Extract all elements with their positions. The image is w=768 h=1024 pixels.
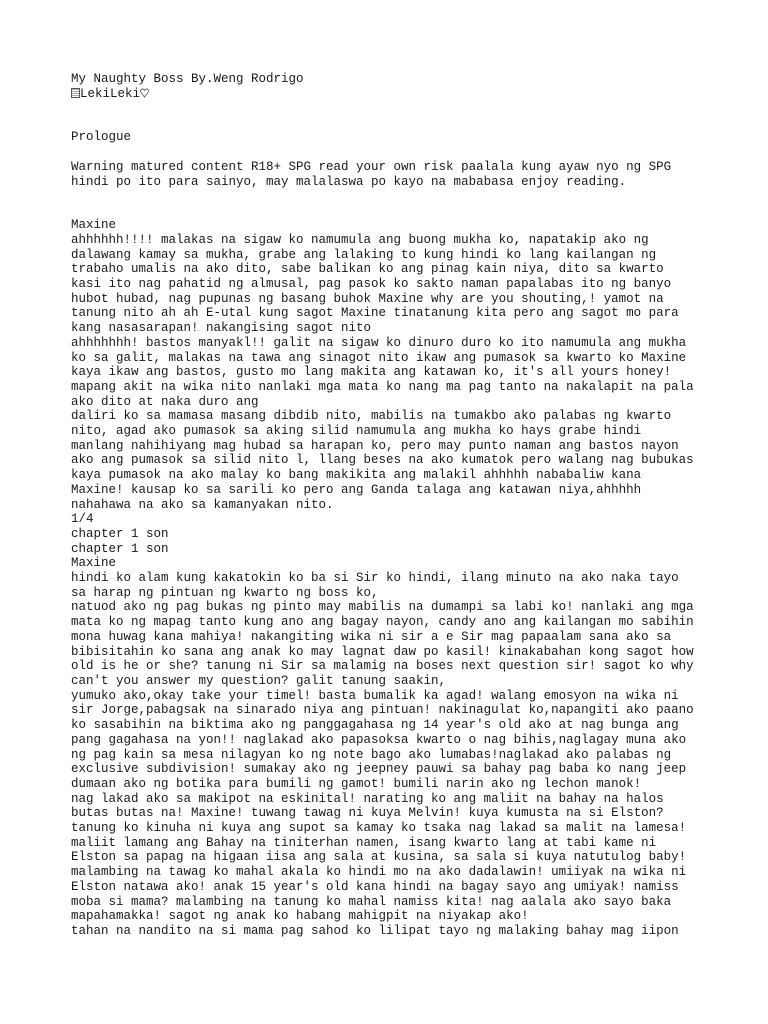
body-line: Elston natawa ako! anak 15 year's old kana hindi na bagay sayo ang umiyak! namiss <box>71 879 679 894</box>
body-line: sir Jorge,pabagsak na sinarado niya ang pintuan! nakinagulat ko,napangiti ako paano <box>71 703 694 718</box>
document-title: My Naughty Boss By.Weng Rodrigo <box>71 72 304 86</box>
body-line: mona huwag kana mahiya! nakangiting wika ni sir a e Sir mag papaalam sana ako sa <box>71 629 672 644</box>
body-line: old is he or she? tanung ni Sir sa malamig na boses next question sir! sagot ko why <box>71 659 694 674</box>
body-line: chapter 1 son <box>71 526 169 541</box>
body-line: ahhhhhhh! bastos manyakl!! galit na sigaw ko dinuro duro ko ito namumula ang mukha <box>71 335 687 350</box>
body-line: kang nasasarapan! nakangising sagot nito <box>71 321 372 336</box>
body-line: ko sasabihin na biktima ako ng panggagahasa ng 14 year's old ako at nag bunga ang <box>71 718 679 733</box>
spacer <box>71 145 761 160</box>
body-line: can't you answer my question? galit tanung saakin, <box>71 674 447 688</box>
author-line <box>71 87 761 102</box>
author-handle: LekiLeki <box>80 86 141 101</box>
body-line: moba si mama? malambing na tanung ko mahal namiss kita! nag aalala ako sayo baka <box>71 894 672 909</box>
body-line: kaya ikaw ang bastos, gusto mo lang makita ang katawan ko, it's all yours honey! <box>71 365 672 380</box>
body-line: dalawang kamay sa mukha, grabe ang lalaking to kung hindi ko lang kailangan ng <box>71 247 657 262</box>
body-line: yumuko ako,okay take your timel! basta bumalik ka agad! walang emosyon na wika ni <box>71 688 679 703</box>
body-line: tanung ko kinuha ni kuya ang supot sa kamay ko tsaka nag lakad sa malit na lamesa! <box>71 821 687 836</box>
body-line: hindi ko alam kung kakatokin ko ba si Sir ko hindi, ilang minuto na ako naka tayo <box>71 571 679 586</box>
body-line: chapter 1 son <box>71 541 169 556</box>
body-line: kaya pumasok na ako malay ko bang makikita ang malakil ahhhhh nababaliw kana <box>71 468 642 483</box>
body-line: mapahamakka! sagot ng anak ko habang mahigpit na niyakap ako! <box>71 909 529 924</box>
book-icon <box>71 88 80 98</box>
body-line: tanung nito ah ah E-utal kung sagot Maxine tinatanung kita pero ang sagot mo para <box>71 306 679 321</box>
warning-line: hindi po ito para sainyo, may malalaswa po kayo na mababasa enjoy reading. <box>71 174 627 189</box>
document-page <box>71 72 761 939</box>
body-line: exclusive subdivision! sumakay ako ng jeepney pauwi sa bahay pag baba ko nang jeep <box>71 762 687 777</box>
body-line: Maxine <box>71 556 117 571</box>
body-line: ko sa galit, malakas na tawa ang sinagot nito ikaw ang pumasok sa kwarto ko Maxine <box>71 350 687 365</box>
story-body <box>71 218 761 938</box>
body-line: trabaho umalis na ako dito, sabe balikan ko ang pinag kain niya, dito sa kwarto <box>71 262 664 277</box>
body-line: daliri ko sa mamasa masang dibdib nito, mabilis na tumakbo ako palabas ng kwarto <box>71 409 672 424</box>
body-line: ako ang pumasok sa silid nito l, llang beses na ako kumatok pero walang nag bubukas <box>71 453 694 468</box>
body-line: Maxine <box>71 218 117 233</box>
spacer <box>71 101 761 130</box>
body-line: kasi ito nag pahatid ng almusal, pag pasok ko sakto naman papalabas ito ng banyo <box>71 277 672 292</box>
body-line: Elston sa papag na higaan iisa ang sala at kusina, sa sala si kuya natutulog baby! <box>71 850 687 865</box>
body-line: nag lakad ako sa makipot na eskinital! narating ko ang maliit na bahay na halos <box>71 791 664 806</box>
body-line: dumaan ako ng botika para bumili ng gamot! bumili narin ako ng lechon manok! <box>71 776 642 791</box>
body-line: hubot hubad, nag pupunas ng basang buhok Maxine why are you shouting,! yamot na <box>71 291 664 306</box>
body-line: butas butas na! Maxine! tuwang tawag ni kuya Melvin! kuya kumusta na si Elston? <box>71 806 664 821</box>
body-line: Maxine! kausap ko sa sarili ko pero ang Ganda talaga ang katawan niya,ahhhhh <box>71 482 642 497</box>
body-line: pang gagahasa na yon!! naglakad ako papasoksa kwarto o nag bihis,naglagay muna ako <box>71 732 687 747</box>
body-line: maliit lamang ang Bahay na tiniterhan namen, isang kwarto lang at tabi kame ni <box>71 835 657 850</box>
body-line: malambing na tawag ko mahal akala ko hindi mo na ako dadalawin! umiiyak na wika ni <box>71 865 687 880</box>
body-line: natuod ako ng pag bukas ng pinto may mabilis na dumampi sa labi ko! nanlaki ang mga <box>71 600 694 615</box>
body-line: nito, agad ako pumasok sa aking silid namumula ang mukha ko hays grabe hindi <box>71 424 642 439</box>
body-line: nahahawa na ako sa kamanyakan nito. <box>71 497 334 512</box>
section-heading: Prologue <box>71 130 132 145</box>
body-line: tahan na nandito na si mama pag sahod ko lilipat tayo ng malaking bahay mag iipon <box>71 923 679 938</box>
body-line: ahhhhhh!!!! malakas na sigaw ko namumula ang buong mukha ko, napatakip ako ng <box>71 232 649 247</box>
warning-paragraph <box>71 160 761 189</box>
body-line: mapang akit na wika nito nanlaki mga mata ko nang ma pag tanto na nakalapit na pala <box>71 379 694 394</box>
warning-line: Warning matured content R18+ SPG read your own risk paalala kung ayaw nyo ng SPG <box>71 159 672 174</box>
body-line: mata ko ng mapag tanto kung ano ang bagay nayon, candy ano ang kailangan mo sabihin <box>71 615 694 630</box>
body-line: bibisitahin ko sana ang anak ko may lagnat daw po kasil! kinakabahan kong sagot how <box>71 644 694 659</box>
body-line: manlang nahihiyang mag hubad sa harapan ko, pero may punto naman ang bastos nayon <box>71 438 679 453</box>
body-line: ako dito at naka duro ang <box>71 394 259 409</box>
heart-icon <box>140 88 149 98</box>
body-line: sa harap ng pintuan ng kwarto ng boss ko, <box>71 585 379 600</box>
body-line: 1/4 <box>71 512 94 527</box>
body-line: ng pag kain sa mesa nilagyan ko ng note bago ako lumabas!naglakad ako palabas ng <box>71 747 672 762</box>
spacer <box>71 189 761 218</box>
